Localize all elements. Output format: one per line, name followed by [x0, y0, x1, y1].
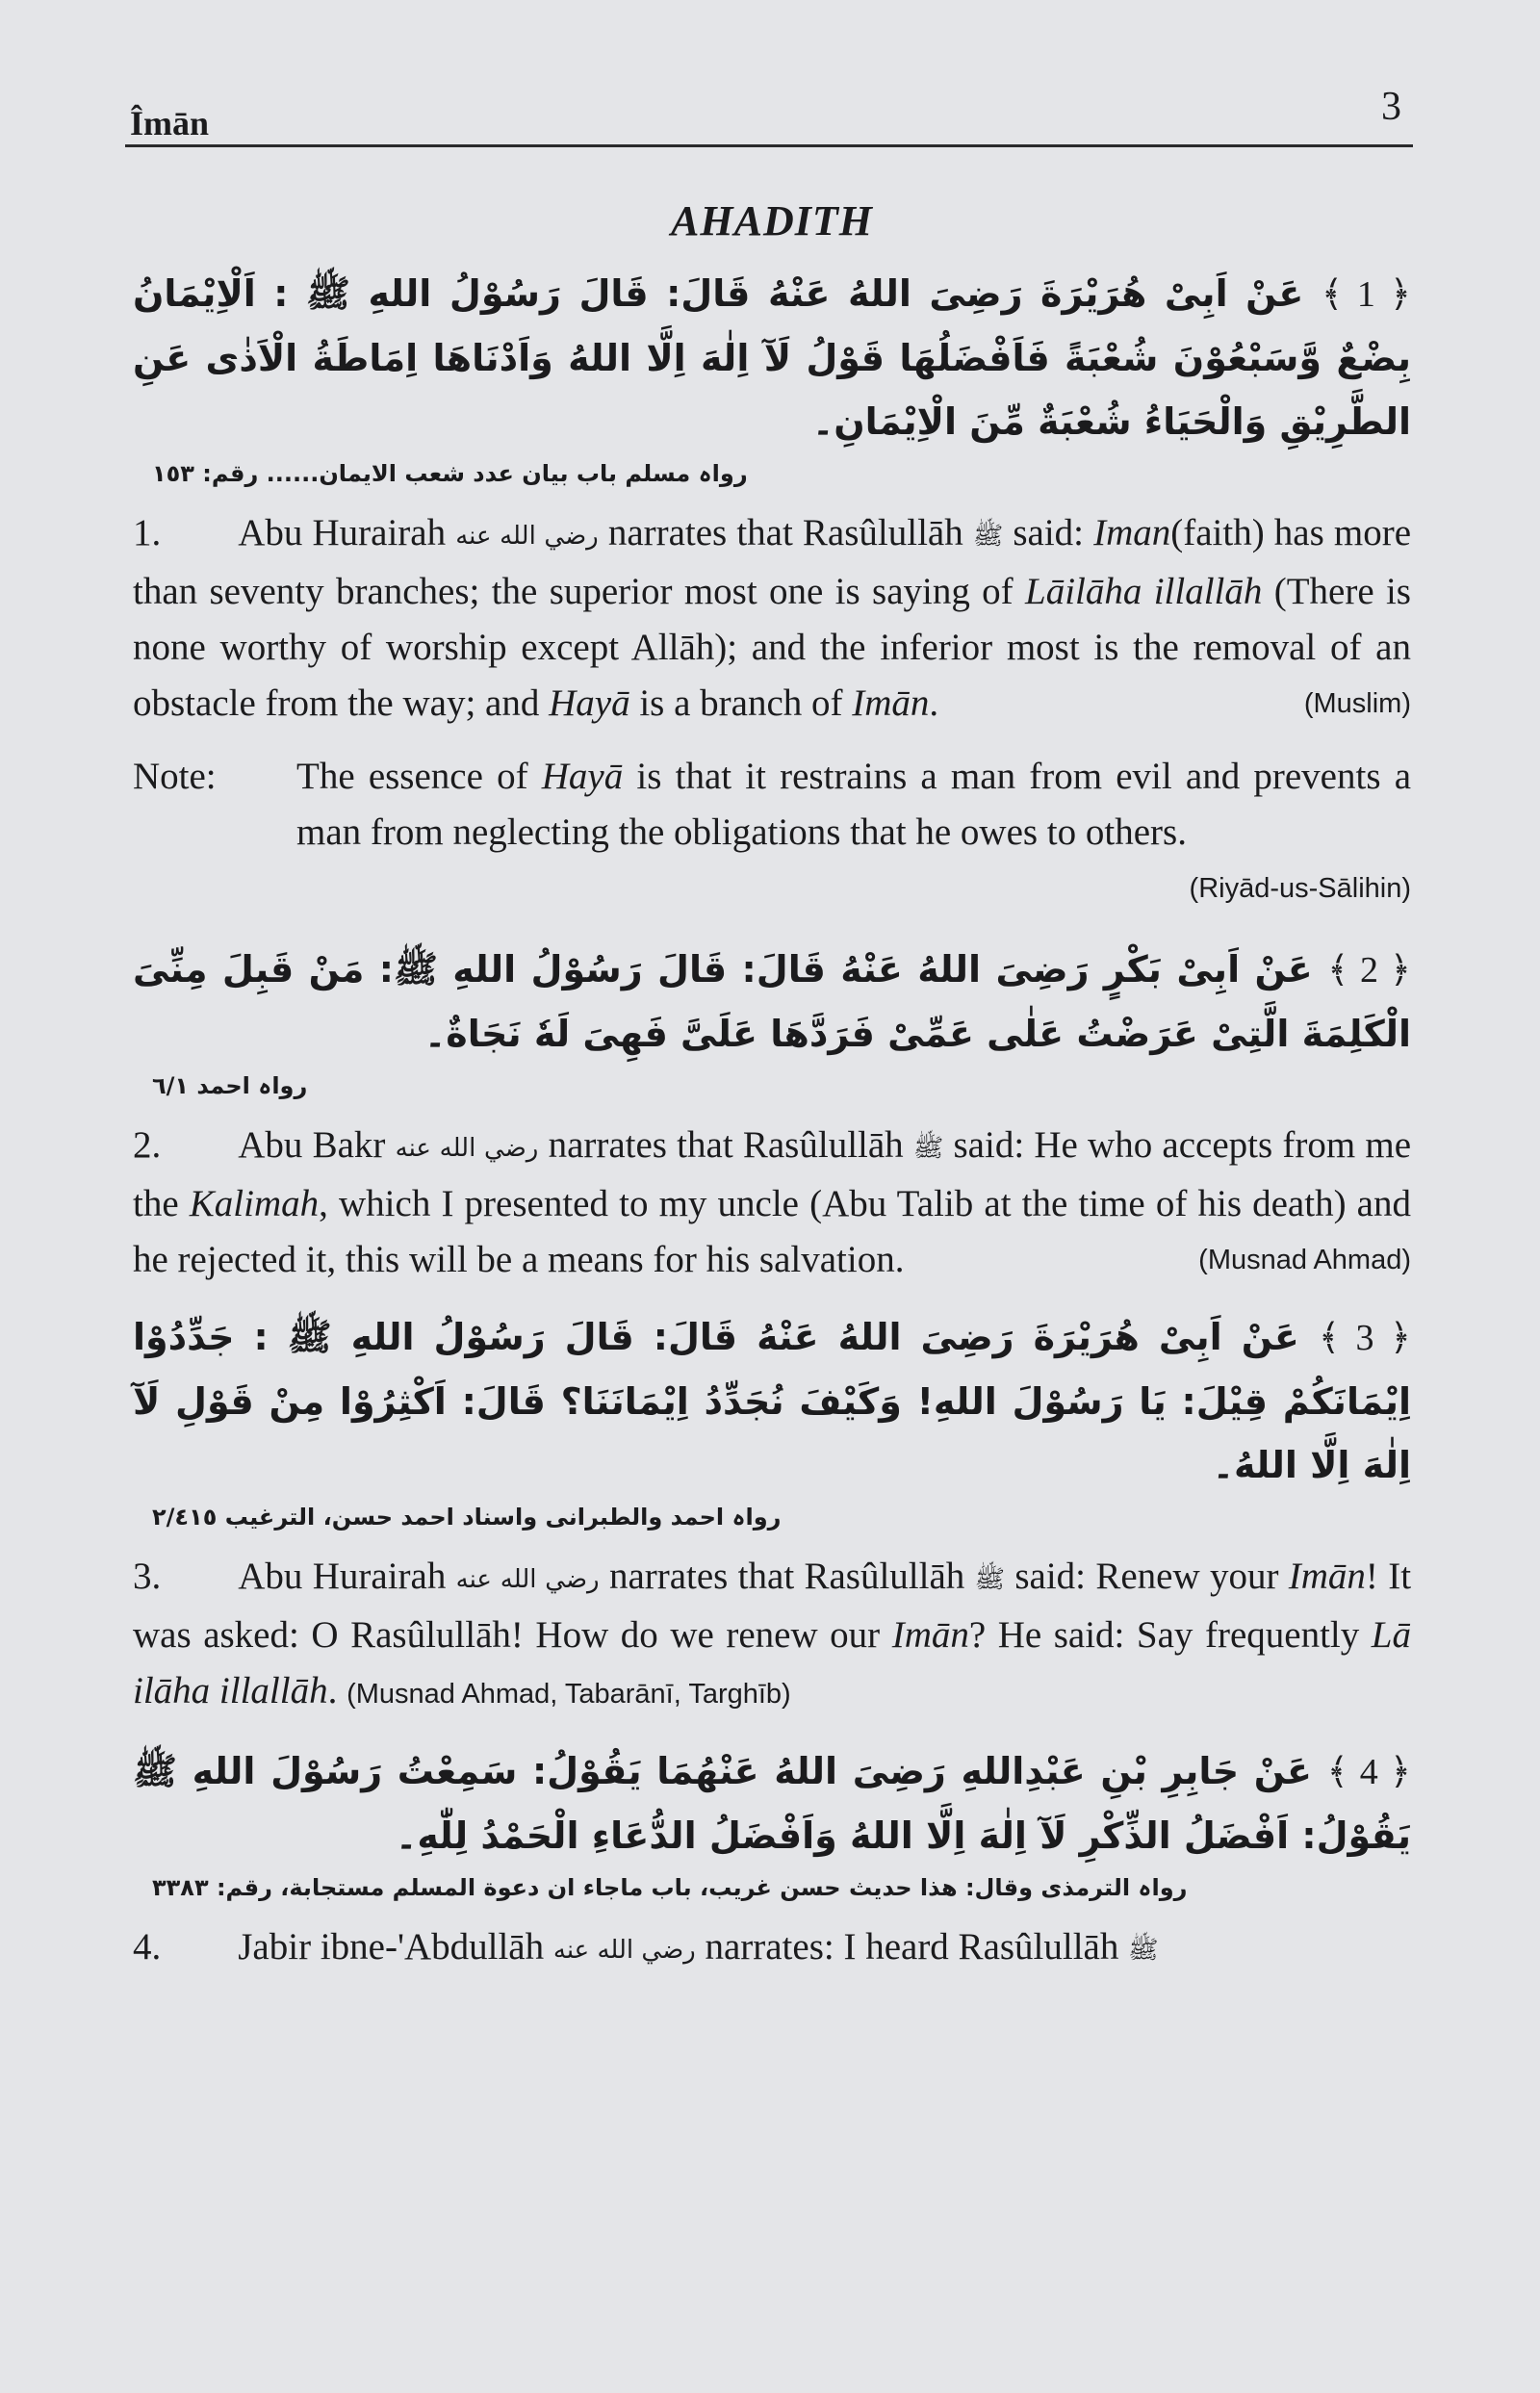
arabic-hadith-2: [133, 938, 1411, 1066]
arabic-hadith-4: [133, 1739, 1411, 1867]
arabic-text: عَنْ اَبِیْ هُرَیْرَةَ رَضِیَ اللهُ عَنْهُ قَالَ: قَالَ رَسُوْلُ اللهِ ﷺ : اَلْاِیْمَانُ بِضْعٌ وَّسَبْعُوْنَ شُعْبَةً فَاَفْضَلُهَا قَوْلُ لَآ اِلٰهَ اِلَّا اللهُ وَاَدْنَاهَا اِمَاطَةُ الْاَذٰی عَنِ الطَّرِیْقِ وَالْحَیَاءُ شُعْبَةٌ مِّنَ الْاِیْمَانِ۔: [133, 272, 1411, 443]
arabic-text: عَنْ جَابِرِ بْنِ عَبْدِاللهِ رَضِیَ اللهُ عَنْهُمَا یَقُوْلُ: سَمِعْتُ رَسُوْلَ اللهِ ﷺ یَقُوْلُ: اَفْضَلُ الذِّكْرِ لَآ اِلٰهَ اِلَّا اللهُ وَاَفْضَلُ الدُّعَاءِ الْحَمْدُ لِلّٰهِ۔: [133, 1750, 1411, 1858]
hadith-number: ﴿ 2 ﴾: [1327, 950, 1411, 991]
page-header: [0, 0, 1540, 154]
hadith-number: ﴿ 3 ﴾: [1318, 1318, 1412, 1359]
note-body: The essence of Hayā is that it restrains a man from evil and prevents a man from neglecting the obligations that he owes to others. (Riyād-us-Sālihin): [296, 749, 1411, 916]
english-hadith-3: 3. Abu Hurairah رضي الله عنه narrates that Rasûlullāh ﷺ said: Renew your Imān! It was asked: O Rasûlullāh! How do we renew our Imān? He said: Say frequently Lā ilāha illallāh. (Musnad Ahmad, Tabarānī, Targhīb): [133, 1556, 1412, 1712]
hadith-number: ﴿ 1 ﴾: [1321, 274, 1411, 315]
arabic-reference-1: رواہ مسلم باب بیان عدد شعب الایمان...... رقم: ١٥٣: [152, 460, 748, 487]
arabic-text: عَنْ اَبِیْ بَكْرٍ رَضِیَ اللهُ عَنْهُ قَالَ: قَالَ رَسُوْلُ اللهِ ﷺ: مَنْ قَبِلَ مِنِّیَ الْكَلِمَةَ الَّتِیْ عَرَضْتُ عَلٰی عَمِّیْ فَرَدَّهَا عَلَیَّ فَهِیَ لَهٗ نَجَاةٌ۔: [133, 948, 1411, 1056]
salallahu-alaihi-wasallam-icon: ﷺ: [972, 522, 1004, 552]
header-rule: [125, 144, 1413, 147]
english-hadith-4: 4. Jabir ibne-'Abdullāh رضي الله عنه narrates: I heard Rasûlullāh ﷺ: [133, 1926, 1159, 1968]
arabic-hadith-1: [133, 262, 1411, 453]
arabic-reference-4: رواہ الترمذی وقال: هذا حدیث حسن غریب، باب ماجاء ان دعوة المسلم مستجابة، رقم: ٣٣٨٣: [152, 1874, 1188, 1902]
arabic-reference-3: رواہ احمد والطبرانی واسناد احمد حسن، الترغیب ٢/٤١٥: [152, 1504, 782, 1531]
note-label: Note:: [133, 756, 217, 798]
salallahu-alaihi-wasallam-icon: ﷺ: [974, 1565, 1006, 1595]
salallahu-alaihi-wasallam-icon: ﷺ: [1128, 1936, 1159, 1966]
note: [133, 749, 1411, 916]
chapter-title: Îmān: [130, 104, 210, 142]
arabic-text: عَنْ اَبِیْ هُرَیْرَةَ رَضِیَ اللهُ عَنْهُ قَالَ: قَالَ رَسُوْلُ اللهِ ﷺ : جَدِّدُوْا اِیْمَانَكُمْ قِیْلَ: یَا رَسُوْلَ اللهِ! وَكَیْفَ نُجَدِّدُ اِیْمَانَنَا؟ قَالَ: اَكْثِرُوْا مِنْ قَوْلِ لَآ اِلٰهَ اِلَّا اللهُ۔: [133, 1316, 1411, 1487]
salallahu-alaihi-wasallam-icon: ﷺ: [912, 1134, 944, 1164]
source-citation: (Riyād-us-Sālihin): [1189, 873, 1411, 905]
page-number: 3: [1381, 85, 1401, 129]
english-hadith-1: 1. Abu Hurairah رضي الله عنه narrates that Rasûlullāh ﷺ said: Iman(faith) has more than seventy branches; the superior most one is saying of Lāilāha illallāh (There is none worthy of worship except Allāh); and the inferior most is the removal of an obstacle from the way; and Hayā is a branch of Imān. (Muslim): [133, 505, 1411, 732]
source-citation: (Musnad Ahmad): [1198, 1245, 1411, 1276]
radiallahu-anhu-icon: رضي الله عنه: [395, 1134, 539, 1164]
arabic-reference-2: رواہ احمد ٦/١: [152, 1072, 308, 1100]
arabic-hadith-3: [133, 1305, 1411, 1497]
radiallahu-anhu-icon: رضي الله عنه: [552, 1936, 696, 1966]
source-citation: (Musnad Ahmad, Tabarānī, Targhīb): [346, 1679, 791, 1711]
page-content: [133, 193, 1411, 1978]
english-hadith-2: 2. Abu Bakr رضي الله عنه narrates that Rasûlullāh ﷺ said: He who accepts from me the Kalimah, which I presented to my uncle (Abu Talib at the time of his death) and he rejected it, this will be a means for his salvation. (Musnad Ahmad): [133, 1118, 1411, 1288]
source-citation: (Muslim): [1303, 688, 1411, 720]
hadith-number: ﴿ 4 ﴾: [1326, 1752, 1411, 1793]
section-title: AHADITH: [671, 197, 873, 244]
radiallahu-anhu-icon: رضي الله عنه: [455, 522, 599, 552]
radiallahu-anhu-icon: رضي الله عنه: [455, 1565, 600, 1595]
